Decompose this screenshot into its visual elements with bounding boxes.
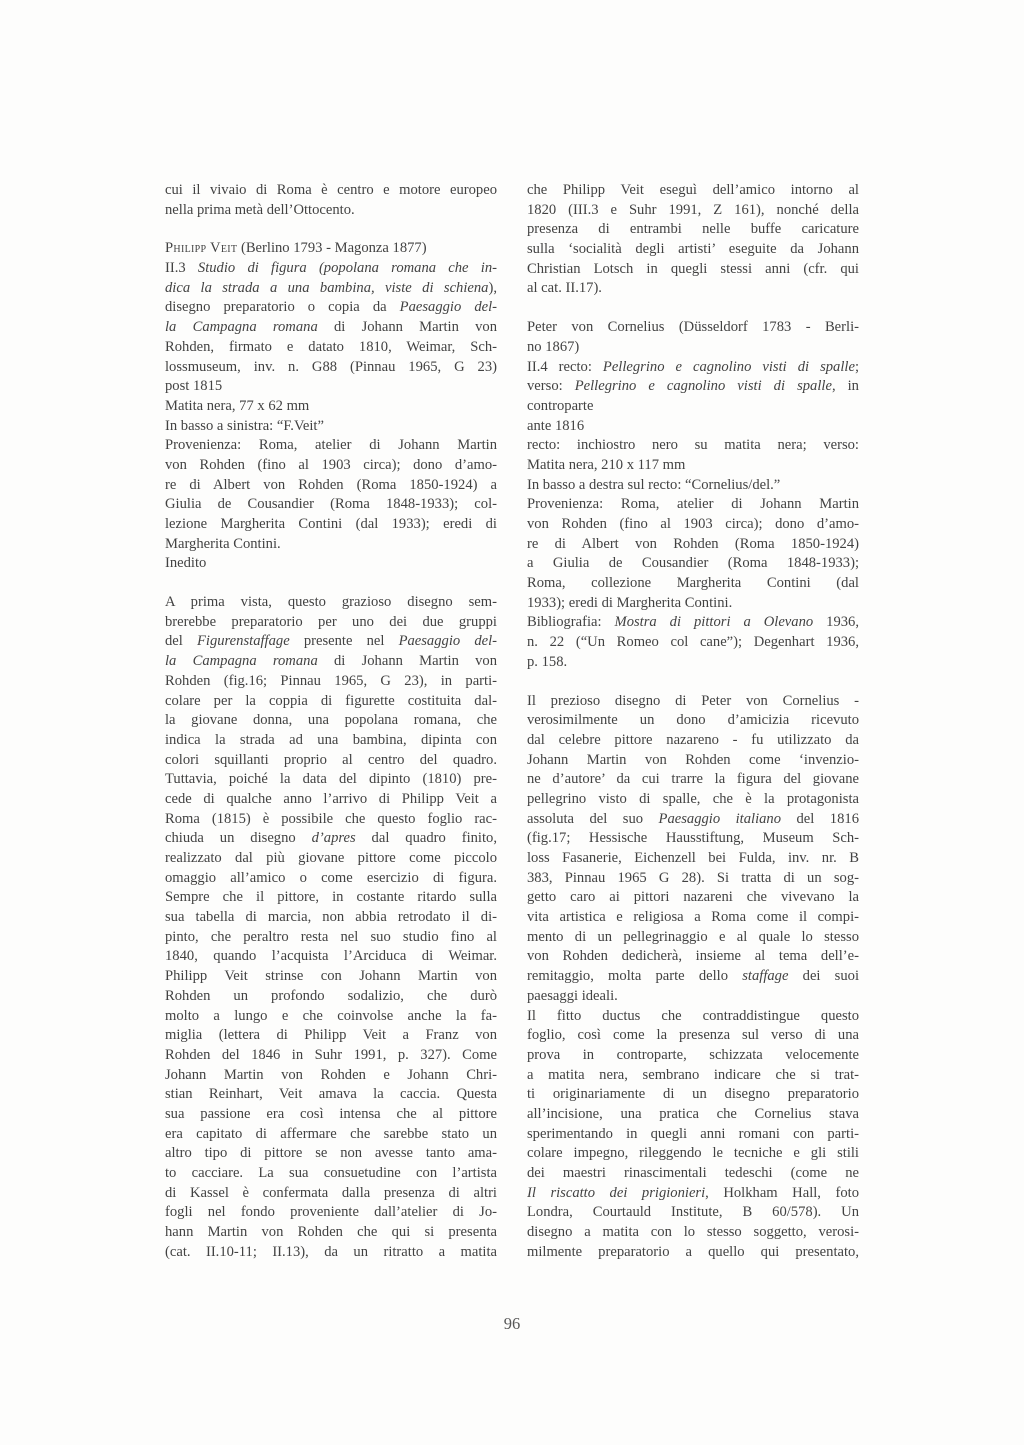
- text-line: [527, 574, 859, 594]
- italic-text-segment: Paesaggio del-: [399, 299, 497, 316]
- italic-text-segment: dica la strada a una bambina, viste di schiena: [165, 279, 489, 296]
- text-segment: (fig.17; Hessische Hausstiftung, Museum Sch-: [527, 830, 859, 847]
- text-line: [165, 1026, 497, 1046]
- text-segment: Sempre che il pittore, in costante ritardo sulla: [165, 889, 497, 906]
- text-segment: a matita nera, sembrano indicare che si trat-: [527, 1066, 859, 1083]
- right-column: [527, 181, 859, 1262]
- text-line: [527, 908, 859, 928]
- text-segment: Rohden, firmato e datato 1810, Weimar, Sch-: [165, 338, 497, 355]
- text-segment: remitaggio, molta parte dello: [527, 968, 743, 985]
- text-segment: paesaggi ideali.: [527, 987, 618, 1004]
- italic-text-segment: Pellegrino e cagnolino visti di spalle: [574, 378, 832, 395]
- text-line: [165, 1085, 497, 1105]
- text-segment: mento di un pellegrinaggio e al quale lo stesso: [527, 928, 859, 945]
- text-line: [527, 947, 859, 967]
- text-segment: disegno preparatorio o copia da: [165, 299, 400, 316]
- text-line: [527, 1026, 859, 1046]
- text-segment: Philipp Veit strinse con Johann Martin von: [165, 968, 497, 985]
- text-line: [527, 888, 859, 908]
- text-line: [527, 240, 859, 260]
- text-line: [165, 632, 497, 652]
- text-segment: di Johann Martin von: [317, 653, 497, 670]
- text-segment: n. 22 (“Un Romeo col cane”); Degenhart 1936,: [527, 634, 859, 651]
- text-segment: A prima vista, questo grazioso disegno sem-: [165, 594, 497, 611]
- text-segment: all’incisione, una pratica che Cornelius stava: [527, 1105, 859, 1122]
- text-segment: ),: [488, 279, 497, 296]
- text-line: [527, 869, 859, 889]
- text-line: [165, 731, 497, 751]
- text-line: [165, 770, 497, 790]
- italic-text-segment: Studio di figura (popolana romana che in-: [197, 260, 497, 277]
- italic-text-segment: Figurenstaffage: [196, 633, 290, 650]
- text-segment: dei suoi: [788, 968, 859, 985]
- text-line: [165, 417, 497, 437]
- text-line: [527, 1125, 859, 1145]
- text-segment: colori squillanti proprio al centro del quadro.: [165, 751, 497, 768]
- text-segment: ante 1816: [527, 417, 585, 434]
- text-segment: ti originariamente di un disegno preparatorio: [527, 1086, 859, 1103]
- text-line: [527, 358, 859, 378]
- text-line: [165, 554, 497, 574]
- text-segment: disegno a matita con lo stesso soggetto, verosi-: [527, 1224, 859, 1241]
- text-line: [527, 417, 859, 437]
- text-segment: Londra, Courtauld Institute, B 60/578). Un: [527, 1204, 859, 1221]
- text-segment: Roma (1815) è possibile che questo foglio rac-: [165, 810, 497, 827]
- text-line: [527, 790, 859, 810]
- text-line: [527, 810, 859, 830]
- text-segment: fogli nel fondo proveniente dall’atelier di Jo-: [165, 1204, 497, 1221]
- text-line: [527, 495, 859, 515]
- text-segment: II.3: [165, 260, 198, 277]
- text-segment: realizzato dal più giovane pittore come piccolo: [165, 850, 497, 866]
- text-segment: sperimentando in quegli anni romani con parti-: [527, 1125, 859, 1142]
- text-segment: sulla ‘socialità degli artisti’ eseguite da Johann: [527, 241, 859, 258]
- text-segment: dei maestri rinascimentali tedeschi (come ne: [527, 1165, 859, 1181]
- text-segment: presenza di entrambi nelle buffe caricature: [527, 221, 859, 238]
- text-line: [165, 1164, 497, 1184]
- text-segment: Matita nera, 77 x 62 mm: [165, 397, 310, 414]
- text-line: [527, 377, 859, 397]
- text-segment: dal quadro finito,: [355, 830, 497, 847]
- text-segment: brerebbe preparatorio per uno dei due gruppi: [165, 613, 497, 630]
- text-segment: 383, Pinnau 1965 G 28). Si tratta di un sog-: [527, 869, 859, 886]
- text-line: [165, 593, 497, 613]
- text-line: [165, 790, 497, 810]
- text-segment: foglio, così come la presenza sul verso di una: [527, 1027, 859, 1044]
- text-line: [165, 869, 497, 889]
- text-segment: loss Fasanerie, Eichenzell bei Fulda, inv. nr. B: [527, 850, 859, 866]
- text-segment: von Rohden dedicherà, insieme al tema dell’e-: [527, 948, 859, 965]
- text-line: [527, 711, 859, 731]
- text-line: [527, 318, 859, 338]
- text-segment: p. 158.: [527, 653, 568, 670]
- text-line: [527, 594, 859, 614]
- italic-text-segment: Paesaggio italiano: [658, 810, 782, 827]
- text-segment: verosimilmente un dono d’amicizia ricevuto: [527, 712, 859, 729]
- text-segment: (cat. II.10-11; II.13), da un ritratto a matita: [165, 1243, 497, 1260]
- text-segment: In basso a sinistra: “F.Veit”: [165, 417, 324, 434]
- text-segment: al cat. II.17).: [527, 280, 602, 297]
- text-line: [527, 456, 859, 476]
- text-segment: milmente preparatorio a quello qui presentato,: [527, 1243, 859, 1260]
- text-segment: colare impegno, rileggendo le tecniche e gli stili: [527, 1145, 859, 1162]
- text-segment: lossmuseum, inv. n. G88 (Pinnau 1965, G 23): [165, 358, 497, 375]
- text-segment: re di Albert von Rohden (Roma 1850-1924) a: [165, 476, 497, 493]
- text-line: [165, 338, 497, 358]
- text-segment: Margherita Contini.: [165, 535, 281, 552]
- text-segment: colare per la coppia di figurette costituita dal-: [165, 692, 497, 709]
- text-line: [165, 908, 497, 928]
- text-segment: 1933); eredi di Margherita Contini.: [527, 594, 733, 611]
- text-line: [527, 279, 859, 299]
- text-segment: II.4 recto:: [527, 358, 603, 375]
- text-line: [165, 456, 497, 476]
- text-line: [527, 1046, 859, 1066]
- text-segment: verso:: [527, 378, 575, 395]
- text-segment: lezione Margherita Contini (dal 1933); eredi di: [165, 516, 497, 532]
- text-segment: post 1815: [165, 378, 223, 395]
- text-segment: altro tipo di pittore se non avesse tanto ama-: [165, 1145, 497, 1162]
- text-line: [527, 1007, 859, 1027]
- text-segment: Peter von Cornelius (Düsseldorf 1783 - Berli-: [527, 319, 859, 336]
- text-segment: Tuttavia, poiché la data del dipinto (1810) pre-: [165, 771, 497, 788]
- text-segment: to cacciare. La sua consuetudine con l’artista: [165, 1165, 497, 1181]
- text-segment: vita artistica e religiosa a Roma come il compi-: [527, 909, 859, 926]
- text-segment: indica la strada ad una bambina, dipinta con: [165, 731, 497, 748]
- text-line: [527, 397, 859, 417]
- text-line: [165, 1046, 497, 1066]
- text-line: [165, 476, 497, 496]
- text-line: [165, 239, 497, 259]
- text-line: [527, 613, 859, 633]
- text-segment: Il fitto ductus che contraddistingue questo: [527, 1007, 859, 1024]
- text-line: [165, 436, 497, 456]
- text-line: [165, 810, 497, 830]
- text-segment: 1840, quando l’acquista l’Arciduca di Weimar.: [165, 948, 497, 965]
- text-segment: Inedito: [165, 555, 207, 572]
- text-line: [527, 554, 859, 574]
- text-segment: controparte: [527, 397, 594, 414]
- text-line: [527, 731, 859, 751]
- text-segment: Provenienza: Roma, atelier di Johann Martin: [165, 437, 497, 454]
- text-line: [527, 1105, 859, 1125]
- text-line: [527, 1243, 859, 1263]
- text-line: [165, 201, 497, 221]
- text-line: [527, 829, 859, 849]
- text-line: [165, 829, 497, 849]
- text-segment: Provenienza: Roma, atelier di Johann Martin: [527, 496, 859, 513]
- text-segment: di Kassel è confermata dalla presenza di altri: [165, 1184, 497, 1201]
- text-segment: (Berlino 1793 - Magonza 1877): [237, 240, 427, 257]
- text-line: [527, 181, 859, 201]
- text-segment: Giulia de Cousandier (Roma 1848-1933); col-: [165, 496, 497, 513]
- text-segment: di Johann Martin von: [317, 319, 497, 336]
- text-segment: Johann Martin von Rohden e Johann Chri-: [165, 1066, 497, 1083]
- text-line: [527, 201, 859, 221]
- italic-text-segment: staffage: [742, 968, 789, 985]
- text-segment: In basso a destra sul recto: “Cornelius/del.”: [527, 476, 781, 493]
- text-line: [527, 1144, 859, 1164]
- text-segment: Rohden un profondo sodalizio, che durò: [165, 987, 497, 1004]
- text-line: [527, 1066, 859, 1086]
- text-line: [527, 692, 859, 712]
- text-segment: chiuda un disegno: [165, 830, 312, 847]
- text-segment: dal celebre pittore nazareno - fu utilizzato da: [527, 731, 859, 748]
- text-line: [165, 535, 497, 555]
- text-line: [165, 928, 497, 948]
- text-segment: era capitato di affermare che sarebbe stato un: [165, 1125, 497, 1142]
- text-line: [527, 515, 859, 535]
- italic-text-segment: Il riscatto dei prigionieri: [527, 1184, 706, 1201]
- text-line: [165, 692, 497, 712]
- text-line: [165, 1223, 497, 1243]
- text-segment: recto: inchiostro nero su matita nera; verso:: [527, 437, 859, 454]
- text-line: [165, 298, 497, 318]
- text-segment: Johann Martin von Rohden come ‘invenzio-: [527, 751, 859, 768]
- text-segment: assoluta del suo: [527, 810, 659, 827]
- text-line: [527, 1223, 859, 1243]
- text-segment: , in: [831, 378, 859, 395]
- text-line: [165, 495, 497, 515]
- text-line: [165, 1144, 497, 1164]
- text-segment: presente nel: [289, 633, 399, 650]
- text-segment: Il prezioso disegno di Peter von Cornelius -: [527, 692, 859, 709]
- italic-text-segment: Mostra di pittori a Olevano: [614, 614, 814, 631]
- text-segment: , Holkham Hall, foto: [705, 1184, 859, 1201]
- italic-text-segment: la Campagna romana: [165, 653, 318, 670]
- text-line: [527, 338, 859, 358]
- text-line: [527, 1164, 859, 1184]
- text-segment: Bibliografia:: [527, 614, 615, 631]
- text-line: [527, 220, 859, 240]
- text-segment: Rohden (fig.16; Pinnau 1965, G 23), in parti-: [165, 672, 497, 689]
- text-segment: re di Albert von Rohden (Roma 1850-1924): [527, 535, 859, 552]
- text-line: [165, 751, 497, 771]
- text-line: [165, 1203, 497, 1223]
- text-segment: stian Reinhart, Veit amava la caccia. Questa: [165, 1086, 497, 1103]
- text-segment: Matita nera, 210 x 117 mm: [527, 456, 686, 473]
- text-line: [527, 967, 859, 987]
- text-line: [165, 947, 497, 967]
- text-segment: miglia (lettera di Philipp Veit a Franz von: [165, 1027, 497, 1044]
- text-line: [527, 476, 859, 496]
- text-line: [527, 1085, 859, 1105]
- text-line: [527, 987, 859, 1007]
- text-line: [165, 888, 497, 908]
- text-segment: no 1867): [527, 338, 580, 355]
- text-segment: a Giulia de Cousandier (Roma 1848-1933);: [527, 555, 859, 572]
- text-line: [527, 849, 859, 869]
- text-line: [165, 1125, 497, 1145]
- text-line: [165, 849, 497, 869]
- page-number: 96: [503, 1314, 521, 1333]
- text-segment: Rohden del 1846 in Suhr 1991, p. 327). Come: [165, 1046, 497, 1063]
- text-line: [165, 1066, 497, 1086]
- text-segment: getto caro ai pittori nazareni che vivevano la: [527, 889, 859, 906]
- italic-text-segment: Pellegrino e cagnolino visti di spalle: [602, 358, 855, 375]
- text-segment: pellegrino visto di spalle, che è la protagonista: [527, 790, 859, 807]
- text-line: [527, 653, 859, 673]
- text-segment: cui il vivaio di Roma è centro e motore europeo: [165, 182, 497, 198]
- text-line: [527, 535, 859, 555]
- text-segment: sua tabella di marcia, non abbia retrodato il di-: [165, 909, 497, 926]
- italic-text-segment: Paesaggio del-: [398, 633, 497, 650]
- text-segment: hann Martin von Rohden che qui si presenta: [165, 1224, 497, 1241]
- text-line: [527, 1203, 859, 1223]
- text-segment: prova in controparte, schizzata velocemente: [527, 1046, 859, 1063]
- text-segment: del: [165, 633, 197, 650]
- text-line: [165, 967, 497, 987]
- text-segment: von Rohden (fino al 1903 circa); dono d’amo-: [165, 456, 497, 473]
- left-column: [165, 181, 497, 1262]
- text-line: [165, 181, 497, 201]
- text-segment: Christian Lotsch in quegli stessi anni (cfr. qui: [527, 260, 859, 277]
- text-line: [527, 928, 859, 948]
- text-segment: ne d’autore’ da cui trarre la figura del giovane: [527, 771, 859, 788]
- text-segment: del 1816: [781, 810, 859, 827]
- text-segment: 1820 (III.3 e Suhr 1991, Z 161), nonché della: [527, 201, 859, 218]
- text-segment: nella prima metà dell’Ottocento.: [165, 201, 355, 218]
- text-segment: sua passione era così intensa che al pittore: [165, 1105, 497, 1122]
- text-line: [527, 770, 859, 790]
- text-line: [165, 318, 497, 338]
- text-segment: Roma, collezione Margherita Contini (dal: [527, 575, 859, 592]
- text-line: [165, 1105, 497, 1125]
- italic-text-segment: d’apres: [311, 830, 356, 847]
- text-segment: che Philipp Veit eseguì dell’amico intorno al: [527, 182, 859, 198]
- text-segment: pinto, che peraltro resta nel suo studio fino al: [165, 928, 497, 945]
- text-segment: la giovane donna, una popolana romana, che: [165, 712, 497, 729]
- text-line: [165, 358, 497, 378]
- text-line: [527, 1184, 859, 1204]
- text-line: [165, 613, 497, 633]
- text-segment: von Rohden (fino al 1903 circa); dono d’amo-: [527, 516, 859, 532]
- text-segment: omaggio all’amico o come esercizio di figura.: [165, 869, 497, 886]
- text-line: [165, 987, 497, 1007]
- text-line: [527, 436, 859, 456]
- text-line: [527, 751, 859, 771]
- text-segment: molto a lungo e che coinvolse anche la fa-: [165, 1007, 497, 1024]
- text-segment: cede di qualche anno l’arrivo di Philipp Veit a: [165, 790, 497, 807]
- text-line: [165, 711, 497, 731]
- text-segment: ;: [854, 358, 859, 375]
- text-line: [165, 1184, 497, 1204]
- text-segment: 1936,: [813, 614, 859, 631]
- text-line: [165, 515, 497, 535]
- text-line: [527, 633, 859, 653]
- text-line: [527, 260, 859, 280]
- text-line: [165, 377, 497, 397]
- text-line: [165, 1007, 497, 1027]
- italic-text-segment: la Campagna romana: [165, 319, 318, 336]
- text-line: [165, 672, 497, 692]
- smallcaps-text-segment: Philipp Veit: [165, 240, 238, 257]
- text-line: [165, 259, 497, 279]
- text-line: [165, 397, 497, 417]
- text-line: [165, 279, 497, 299]
- text-line: [165, 1243, 497, 1263]
- text-line: [165, 652, 497, 672]
